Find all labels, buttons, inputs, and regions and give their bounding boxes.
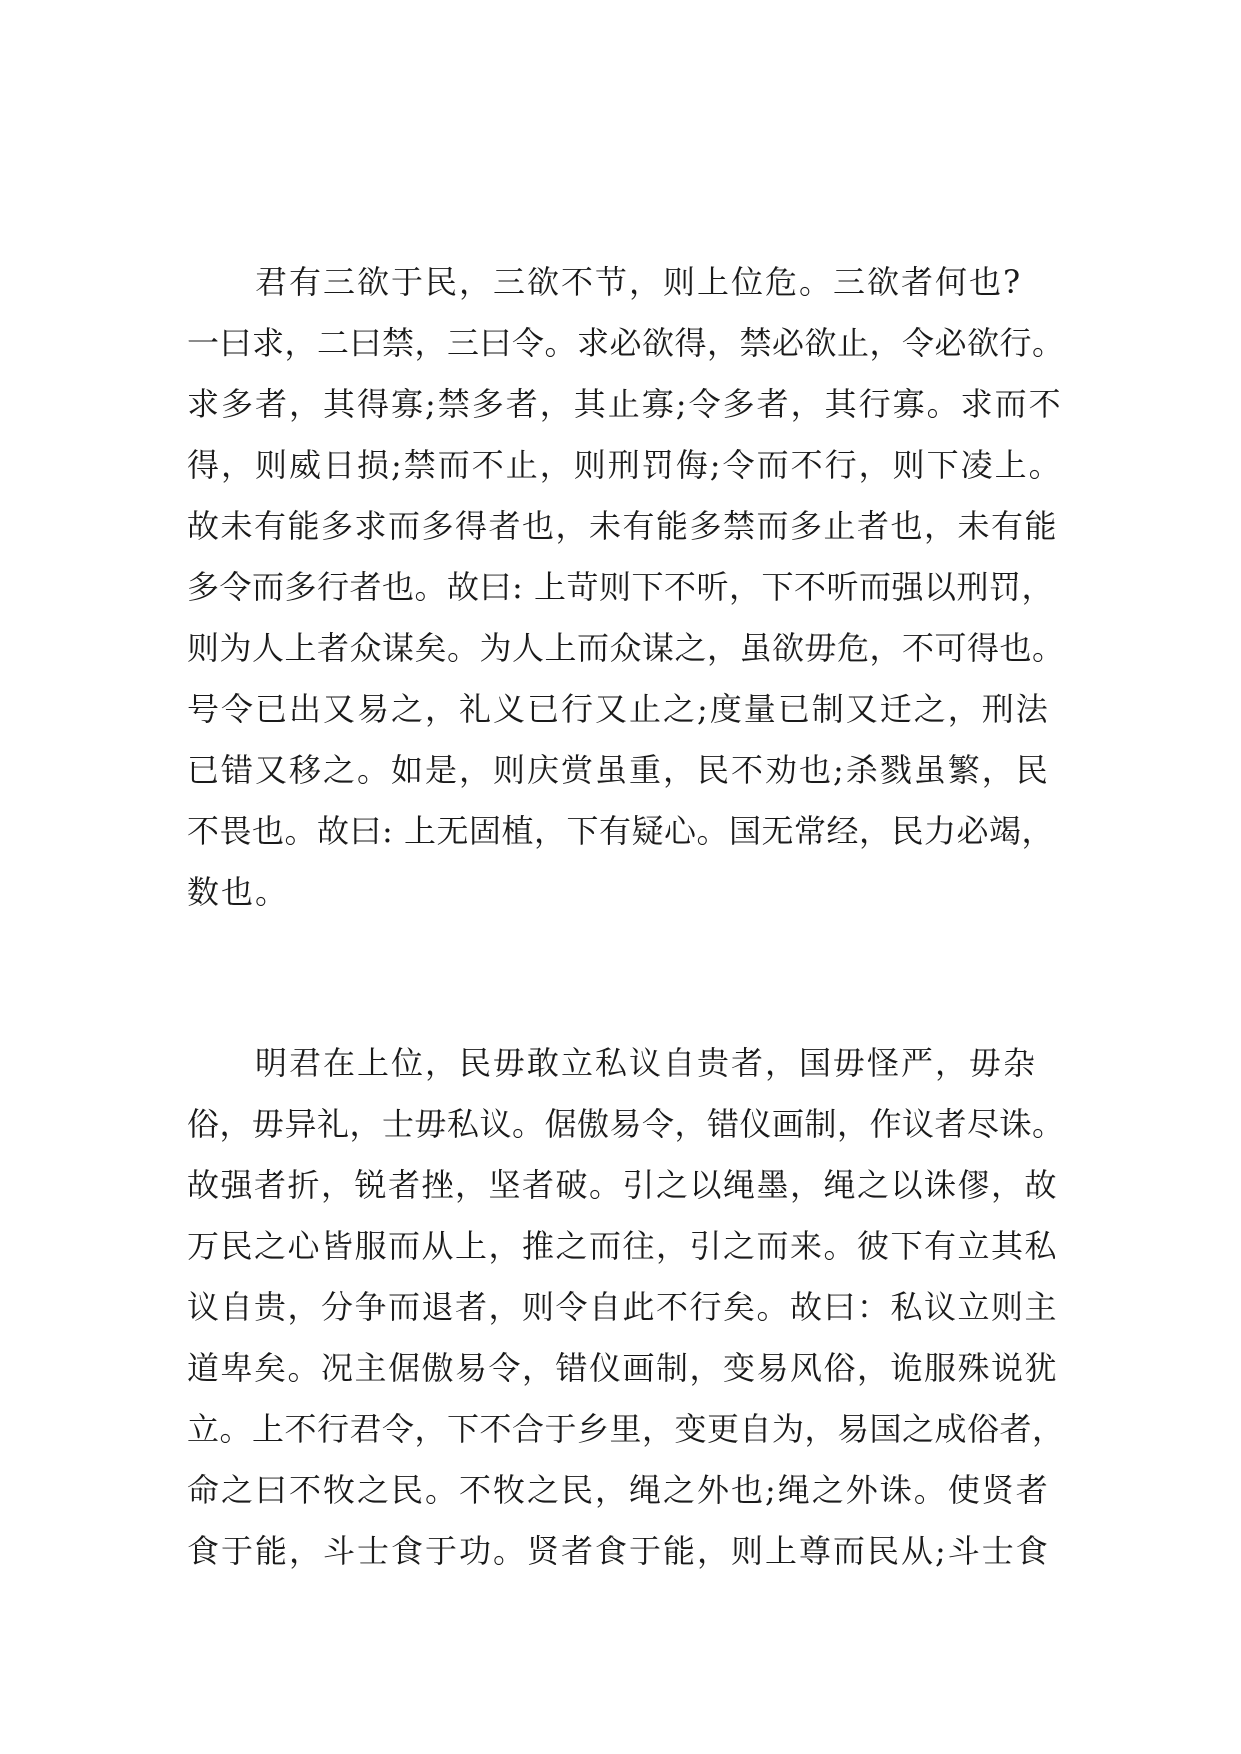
- text-line: 得，则威日损;禁而不止，则刑罚侮;令而不行，则下凌上。: [187, 446, 1063, 484]
- paragraph-1: [187, 252, 1067, 923]
- text-line: 故未有能多求而多得者也，未有能多禁而多止者也，未有能: [187, 507, 1059, 545]
- text-line: 立。上不行君令，下不合于乡里，变更自为，易国之成俗者，: [187, 1410, 1065, 1448]
- text-line: 不畏也。故曰: 上无固植，下有疑心。国无常经，民力必竭，: [187, 812, 1054, 850]
- text-line: 万民之心皆服而从上，推之而往，引之而来。彼下有立其私: [187, 1227, 1059, 1265]
- text-line: 已错又移之。如是，则庆赏虽重，民不劝也;杀戮虽繁，民: [187, 751, 1050, 789]
- text-line: 议自贵，分争而退者，则令自此不行矣。故曰：私议立则主: [187, 1288, 1059, 1326]
- text-line: 号令已出又易之，礼义已行又止之;度量已制又迁之，刑法: [187, 690, 1050, 728]
- text-line: 求多者，其得寡;禁多者，其止寡;令多者，其行寡。求而不: [187, 385, 1063, 423]
- text-line: 俗，毋异礼，士毋私议。倨傲易令，错仪画制，作议者尽诛。: [187, 1105, 1065, 1143]
- text-line: 则为人上者众谋矣。为人上而众谋之，虽欲毋危，不可得也。: [187, 629, 1065, 667]
- text-line: 食于能，斗士食于功。贤者食于能，则上尊而民从;斗士食: [187, 1532, 1050, 1570]
- text-line: 一曰求，二曰禁，三曰令。求必欲得，禁必欲止，令必欲行。: [187, 324, 1065, 362]
- text-line: 君有三欲于民，三欲不节，则上位危。三欲者何也?: [187, 263, 1023, 301]
- text-line: 明君在上位，民毋敢立私议自贵者，国毋怪严，毋杂: [187, 1044, 1038, 1082]
- text-line: 数也。: [187, 873, 290, 911]
- text-line: 命之曰不牧之民。不牧之民，绳之外也;绳之外诛。使贤者: [187, 1471, 1050, 1509]
- text-line: 道卑矣。况主倨傲易令，错仪画制，变易风俗，诡服殊说犹: [187, 1349, 1059, 1387]
- text-line: 多令而多行者也。故曰: 上苛则下不听，下不听而强以刑罚，: [187, 568, 1054, 606]
- paragraph-2: [187, 1033, 1067, 1582]
- text-line: 故强者折，锐者挫，坚者破。引之以绳墨，绳之以诛僇，故: [187, 1166, 1059, 1204]
